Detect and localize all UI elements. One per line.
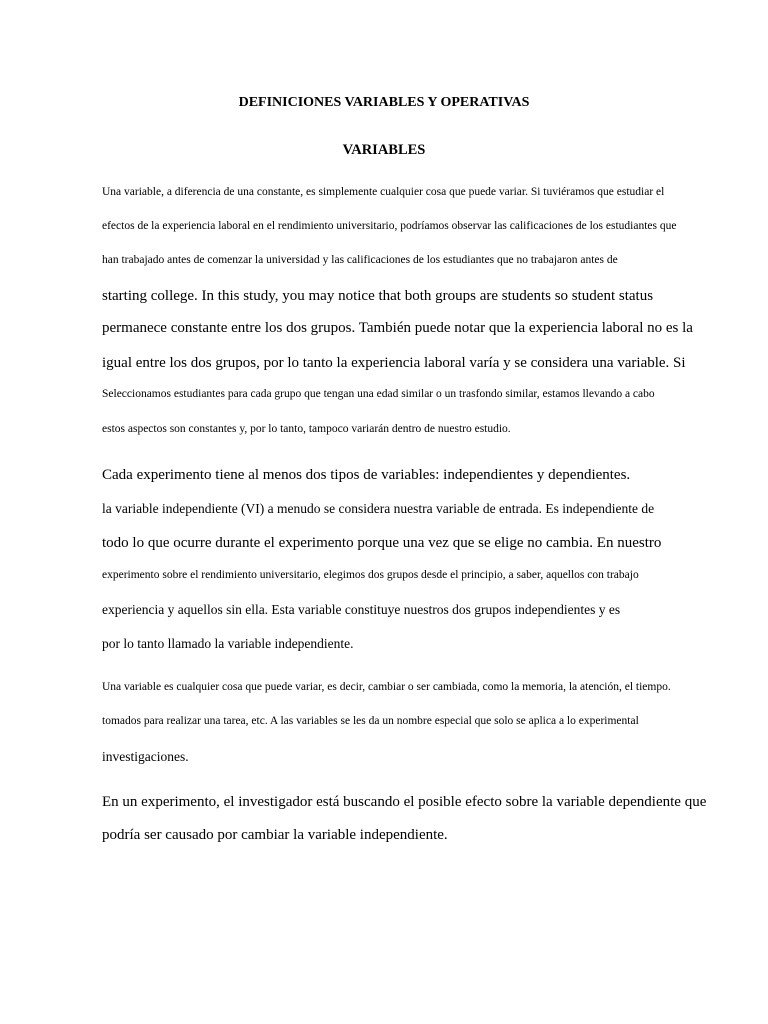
document-title: DEFINICIONES VARIABLES Y OPERATIVAS — [238, 95, 530, 110]
text-line: experimento sobre el rendimiento universitario, elegimos dos grupos desde el principio, a saber, aquellos con trabajo — [102, 569, 639, 581]
text-line: En un experimento, el investigador está buscando el posible efecto sobre la variable dependiente que — [102, 794, 707, 810]
text-line: igual entre los dos grupos, por lo tanto la experiencia laboral varía y se considera una variable. Si — [102, 355, 686, 371]
text-line: starting college. In this study, you may notice that both groups are students so student status — [102, 288, 654, 304]
text-line: investigaciones. — [102, 749, 189, 764]
text-line: permanece constante entre los dos grupos. También puede notar que la experiencia laboral no es la — [102, 320, 693, 336]
text-line: efectos de la experiencia laboral en el rendimiento universitario, podríamos observar las calificaciones de los estudiantes que — [102, 220, 677, 232]
text-line: estos aspectos son constantes y, por lo tanto, tampoco variarán dentro de nuestro estudio. — [102, 423, 511, 435]
text-line: por lo tanto llamado la variable independiente. — [102, 636, 354, 651]
text-line: han trabajado antes de comenzar la universidad y las calificaciones de los estudiantes que no trabajaron antes de — [102, 254, 618, 266]
text-line: tomados para realizar una tarea, etc. A las variables se les da un nombre especial que solo se aplica a lo experimental — [102, 715, 639, 727]
text-line: Una variable es cualquier cosa que puede variar, es decir, cambiar o ser cambiada, como la memoria, la atención, el tiempo. — [102, 681, 671, 693]
text-line: Una variable, a diferencia de una constante, es simplemente cualquier cosa que puede variar. Si tuviéramos que estudiar el — [102, 186, 665, 198]
section-heading-variables: VARIABLES — [342, 142, 426, 158]
text-line: podría ser causado por cambiar la variable independiente. — [102, 827, 448, 843]
text-line: experiencia y aquellos sin ella. Esta variable constituye nuestros dos grupos independientes y es — [102, 602, 621, 617]
text-line: Cada experimento tiene al menos dos tipos de variables: independientes y dependientes. — [102, 467, 631, 483]
text-line: todo lo que ocurre durante el experimento porque una vez que se elige no cambia. En nuestro — [102, 535, 662, 551]
text-line: Seleccionamos estudiantes para cada grupo que tengan una edad similar o un trasfondo similar, estamos llevando a cabo — [102, 388, 655, 400]
text-line: la variable independiente (VI) a menudo se considera nuestra variable de entrada. Es independiente de — [102, 501, 655, 516]
